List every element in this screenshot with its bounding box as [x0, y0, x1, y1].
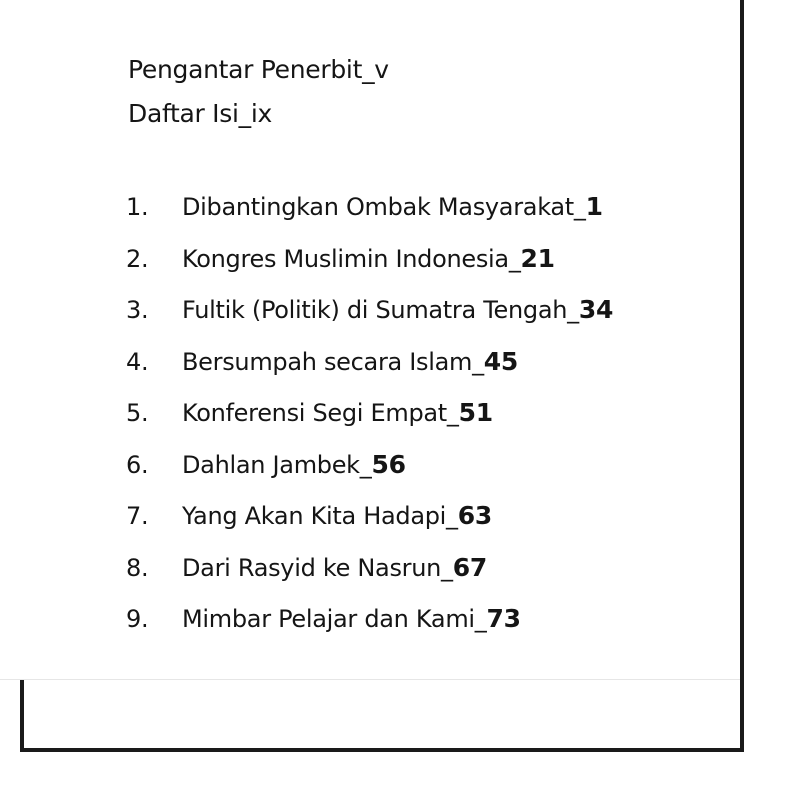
toc-entry — [126, 192, 613, 244]
toc-entry-title: Dibantingkan Ombak Masyarakat_ — [182, 193, 586, 221]
toc-entry-title: Bersumpah secara Islam_ — [182, 347, 484, 376]
toc-entry-title: Yang Akan Kita Hadapi_ — [182, 502, 458, 530]
toc-entry-title: Mimbar Pelajar dan Kami_ — [182, 605, 487, 633]
toc-entry-page: 67 — [452, 552, 487, 582]
toc-entry-page: 1 — [585, 192, 603, 221]
toc-entry-number: 4. — [126, 347, 149, 376]
toc-entry-number: 9. — [126, 605, 149, 633]
frame-bottom-border — [20, 748, 744, 752]
toc-entry-page: 45 — [483, 346, 518, 376]
toc-entry — [126, 295, 613, 347]
toc-entry-number: 7. — [126, 502, 149, 530]
toc-entry — [126, 604, 613, 656]
front-matter — [128, 48, 389, 136]
toc-entry — [126, 450, 613, 502]
toc-entry — [126, 244, 613, 296]
toc-entry-number: 6. — [126, 450, 149, 479]
scan-edge — [0, 679, 740, 680]
table-of-contents — [126, 192, 613, 656]
toc-entry-page: 56 — [371, 449, 406, 479]
toc-entry-number: 3. — [126, 296, 149, 324]
toc-entry-number: 1. — [126, 193, 149, 221]
toc-entry — [126, 553, 613, 605]
toc-entry-title: Dari Rasyid ke Nasrun_ — [182, 553, 453, 582]
front-matter-contents: Daftar Isi_ix — [128, 99, 272, 128]
toc-entry-number: 5. — [126, 399, 149, 427]
toc-entry-page: 51 — [458, 398, 493, 427]
toc-entry-number: 2. — [126, 244, 149, 273]
toc-entry-page: 73 — [486, 604, 521, 633]
toc-entry-title: Fultik (Politik) di Sumatra Tengah_ — [182, 296, 579, 324]
toc-entry — [126, 347, 613, 399]
frame-left-border — [20, 680, 24, 752]
toc-entry — [126, 501, 613, 553]
toc-entry-title: Kongres Muslimin Indonesia_ — [182, 244, 521, 273]
toc-entry-title: Konferensi Segi Empat_ — [182, 399, 459, 427]
toc-entry-number: 8. — [126, 553, 149, 582]
toc-entry-page: 34 — [578, 295, 614, 324]
toc-entry — [126, 398, 613, 450]
toc-entry-title: Dahlan Jambek_ — [182, 450, 372, 479]
toc-entry-page: 63 — [457, 501, 492, 530]
frame-right-border — [740, 0, 744, 752]
front-matter-preface: Pengantar Penerbit_v — [128, 55, 389, 84]
toc-entry-page: 21 — [520, 243, 555, 273]
